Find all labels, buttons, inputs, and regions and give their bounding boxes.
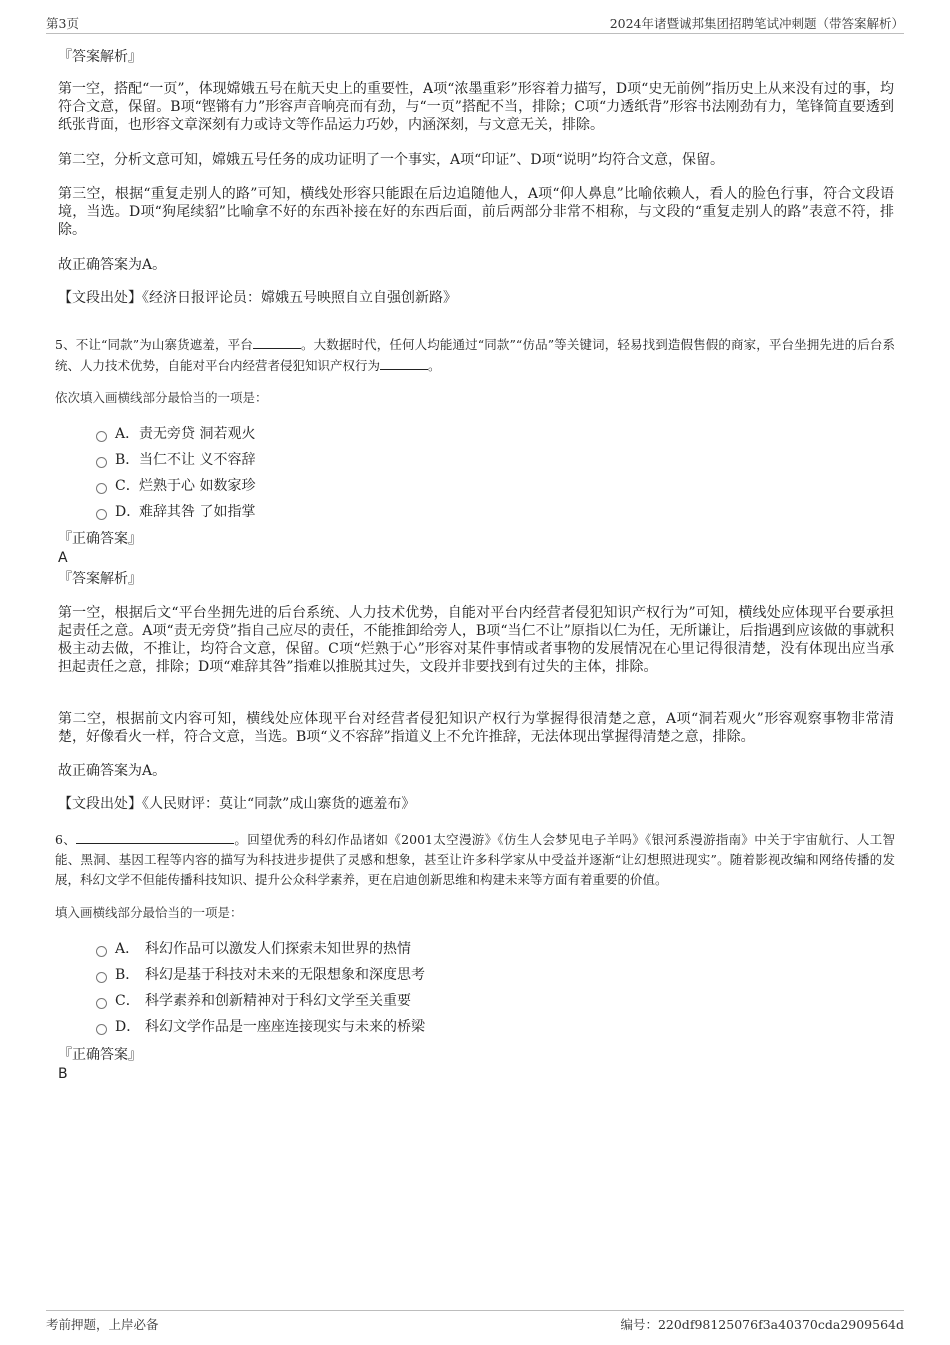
q6-answer: B [58, 1066, 68, 1082]
radio-icon[interactable] [96, 483, 107, 494]
radio-icon[interactable] [96, 431, 107, 442]
q5-options [96, 421, 796, 525]
document-title: 2024年诸暨诚邦集团招聘笔试冲刺题（带答案解析） [609, 16, 904, 31]
q4-analysis-p3: 第三空，根据“重复走别人的路”可知，横线处形容只能跟在后边追随他人，A项“仰人鼻息”比喻依赖人，看人的脸色行事，符合文段语境，当选。D项“狗尾续貂”比喻拿不好的东西补接在好的东西后面，前后两部分非常不相称，与文段的“重复走别人的路”表意不符，排除。 [58, 186, 894, 238]
q4-analysis-p2: 第二空，分析文意可知，嫦娥五号任务的成功证明了一个事实，A项“印证”、D项“说明”均符合文意，保留。 [58, 152, 724, 168]
source-title: 《人民财评：莫让“同款”成山寨货的遮羞布》 [142, 796, 416, 812]
q5-analysis-p2: 第二空，根据前文内容可知，横线处应体现平台对经营者侵犯知识产权行为掌握得很清楚之意，A项“洞若观火”形容观察事物非常清楚，好像看火一样，符合文意，当选。B项“义不容辞”指道义上不允许推辞，无法体现出掌握得清楚之意，排除。 [58, 711, 894, 745]
q5-source [58, 795, 894, 813]
radio-icon[interactable] [96, 457, 107, 468]
radio-icon[interactable] [96, 998, 107, 1009]
q5-text-part2: 。大数据时代，任何人均能通过“同款”“仿品”等关键词，轻易找到造假售假的商家，平台坐拥先进的后台系统、人力技术优势，自能对平台内经营者侵犯知识产权行为 [55, 337, 895, 373]
option-c[interactable] [96, 988, 796, 1014]
q5-analysis-label: 『答案解析』 [58, 571, 142, 587]
source-title: 《经济日报评论员：嫦娥五号映照自立自强创新路》 [142, 290, 457, 306]
footer-slogan: 考前押题，上岸必备 [46, 1317, 159, 1332]
q5-answer: A [58, 550, 68, 566]
option-b[interactable] [96, 962, 796, 988]
option-letter: A． [115, 426, 140, 442]
fill-blank [253, 334, 301, 349]
option-text: 烂熟于心 如数家珍 [139, 478, 256, 494]
document-id: 编号：220df98125076f3a40370cda2909564d [620, 1317, 904, 1332]
option-text: 科幻是基于科技对未来的无限想象和深度思考 [145, 967, 425, 983]
option-text: 难辞其咎 了如指掌 [139, 504, 256, 520]
option-letter: D． [115, 1019, 141, 1035]
question-number: 6、 [55, 832, 77, 847]
option-letter: C． [115, 478, 140, 494]
option-letter: B． [115, 452, 140, 468]
q5-analysis-p1: 第一空，根据后文“平台坐拥先进的后台系统、人力技术优势，自能对平台内经营者侵犯知识产权行为”可知，横线处应体现平台要承担起责任之意。A项“责无旁贷”指自己应尽的责任，不能推卸给旁人，B项“当仁不让”原指以仁为任，无所谦让，后指遇到应该做的事就积极主动去做，不推让，均符合文意，保留。C项“烂熟于心”形容对某件事情或者事物的发展情况在心里记得很清楚，没有体现出应当承担起责任之意，排除；D项“难辞其咎”指难以推脱其过失，文段并非要找到有过失的主体，排除。 [58, 605, 894, 675]
option-a[interactable] [96, 936, 796, 962]
q6-correct-label: 『正确答案』 [58, 1047, 142, 1063]
option-a[interactable] [96, 421, 796, 447]
option-text: 当仁不让 义不容辞 [139, 452, 256, 468]
option-letter: C． [115, 993, 140, 1009]
radio-icon[interactable] [96, 1024, 107, 1035]
option-c[interactable] [96, 473, 796, 499]
option-text: 科幻作品可以激发人们探索未知世界的热情 [145, 941, 411, 957]
q6-options [96, 936, 796, 1040]
q4-source [58, 289, 894, 307]
question-number: 5、 [55, 337, 76, 352]
q5-analysis-p3: 故正确答案为A。 [58, 763, 167, 779]
option-b[interactable] [96, 447, 796, 473]
q4-analysis-p1: 第一空，搭配“一页”，体现嫦娥五号在航天史上的重要性，A项“浓墨重彩”形容着力描写，D项“史无前例”指历史上从来没有过的事，均符合文意，保留。B项“铿锵有力”形容声音响亮而有劲，与“一页”搭配不当，排除；C项“力透纸背”形容书法刚劲有力，笔锋简直要透到纸张背面，也形容文章深刻有力或诗文等作品运力巧妙，内涵深刻，与文意无关，排除。 [58, 81, 894, 133]
page-number: 第3页 [46, 16, 79, 31]
option-letter: B． [115, 967, 140, 983]
q6-prompt: 填入画横线部分最恰当的一项是： [55, 905, 243, 920]
option-letter: D． [115, 504, 141, 520]
fill-blank [76, 829, 234, 844]
q6-stem [55, 829, 895, 890]
q6-text: 。回望优秀的科幻作品诸如《2001太空漫游》《仿生人会梦见电子羊吗》《银河系漫游指南》中关于宇宙航行、人工智能、黑洞、基因工程等内容的描写为科技进步提供了灵感和想象，甚至让许多科学家从中受益并逐渐“让幻想照进现实”。随着影视改编和网络传播的发展，科幻文学不但能传播科技知识、提升公众科学素养，更在启迪创新思维和构建未来等方面有着重要的价值。 [55, 832, 895, 887]
source-label: 【文段出处】 [58, 290, 142, 306]
header-divider [46, 33, 904, 34]
radio-icon[interactable] [96, 946, 107, 957]
option-letter: A． [115, 941, 140, 957]
option-text: 科幻文学作品是一座座连接现实与未来的桥梁 [145, 1019, 425, 1035]
q5-prompt: 依次填入画横线部分最恰当的一项是： [55, 390, 268, 405]
option-d[interactable] [96, 499, 796, 525]
option-d[interactable] [96, 1014, 796, 1040]
radio-icon[interactable] [96, 972, 107, 983]
source-label: 【文段出处】 [58, 796, 142, 812]
q5-text-part1: 不让“同款”为山寨货遮羞，平台 [75, 337, 253, 352]
q4-analysis-label: 『答案解析』 [58, 49, 142, 65]
radio-icon[interactable] [96, 509, 107, 520]
fill-blank [380, 355, 428, 370]
q5-stem [55, 334, 895, 376]
q4-analysis-p4: 故正确答案为A。 [58, 257, 167, 273]
option-text: 科学素养和创新精神对于科幻文学至关重要 [145, 993, 411, 1009]
page-header [46, 14, 904, 32]
q5-correct-label: 『正确答案』 [58, 531, 142, 547]
q5-text-part3: 。 [428, 358, 441, 373]
option-text: 责无旁贷 洞若观火 [139, 426, 256, 442]
footer-divider [46, 1310, 904, 1311]
